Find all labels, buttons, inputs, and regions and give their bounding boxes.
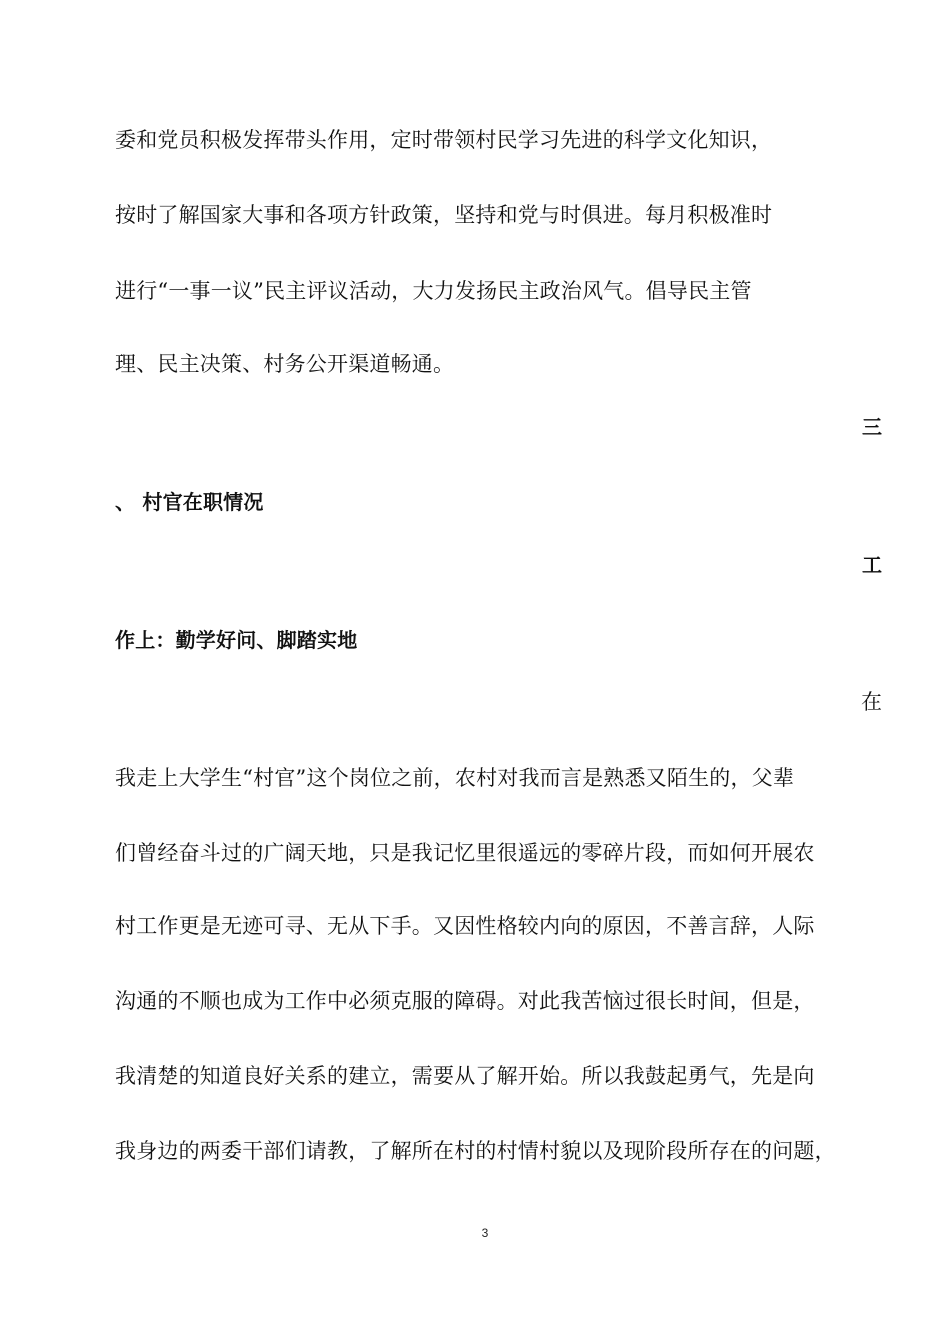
body-text-line: 进行“一事一议”民主评议活动，大力发扬民主政治风气。倡导民主管: [115, 279, 752, 303]
paragraph-first-char: 在: [861, 690, 882, 714]
body-text-line: 我身边的两委干部们请教，了解所在村的村情村貌以及现阶段所存在的问题，: [115, 1139, 836, 1163]
body-text-line: 我清楚的知道良好关系的建立，需要从了解开始。所以我鼓起勇气，先是向: [115, 1064, 815, 1088]
body-text-line: 按时了解国家大事和各项方针政策，坚持和党与时俱进。每月积极准时: [115, 203, 773, 227]
body-text-line: 理、民主决策、村务公开渠道畅通。: [115, 352, 455, 376]
body-text-line: 我走上大学生“村官”这个岗位之前，农村对我而言是熟悉又陌生的，父辈: [115, 766, 795, 790]
subheading: 作上：勤学好问、脚踏实地: [115, 628, 358, 652]
body-text-line: 们曾经奋斗过的广阔天地，只是我记忆里很遥远的零碎片段，而如何开展农: [115, 841, 815, 865]
body-text-line: 沟通的不顺也成为工作中必须克服的障碍。对此我苦恼过很长时间，但是，: [115, 989, 815, 1013]
section-number: 三: [862, 415, 882, 439]
body-text-line: 村工作更是无迹可寻、无从下手。又因性格较内向的原因，不善言辞，人际: [115, 914, 815, 938]
page-number: 3: [481, 1226, 489, 1240]
body-text-line: 委和党员积极发挥带头作用，定时带领村民学习先进的科学文化知识，: [115, 128, 773, 152]
section-heading: 、 村官在职情况: [115, 490, 264, 514]
subheading-first-char: 工: [862, 553, 882, 577]
